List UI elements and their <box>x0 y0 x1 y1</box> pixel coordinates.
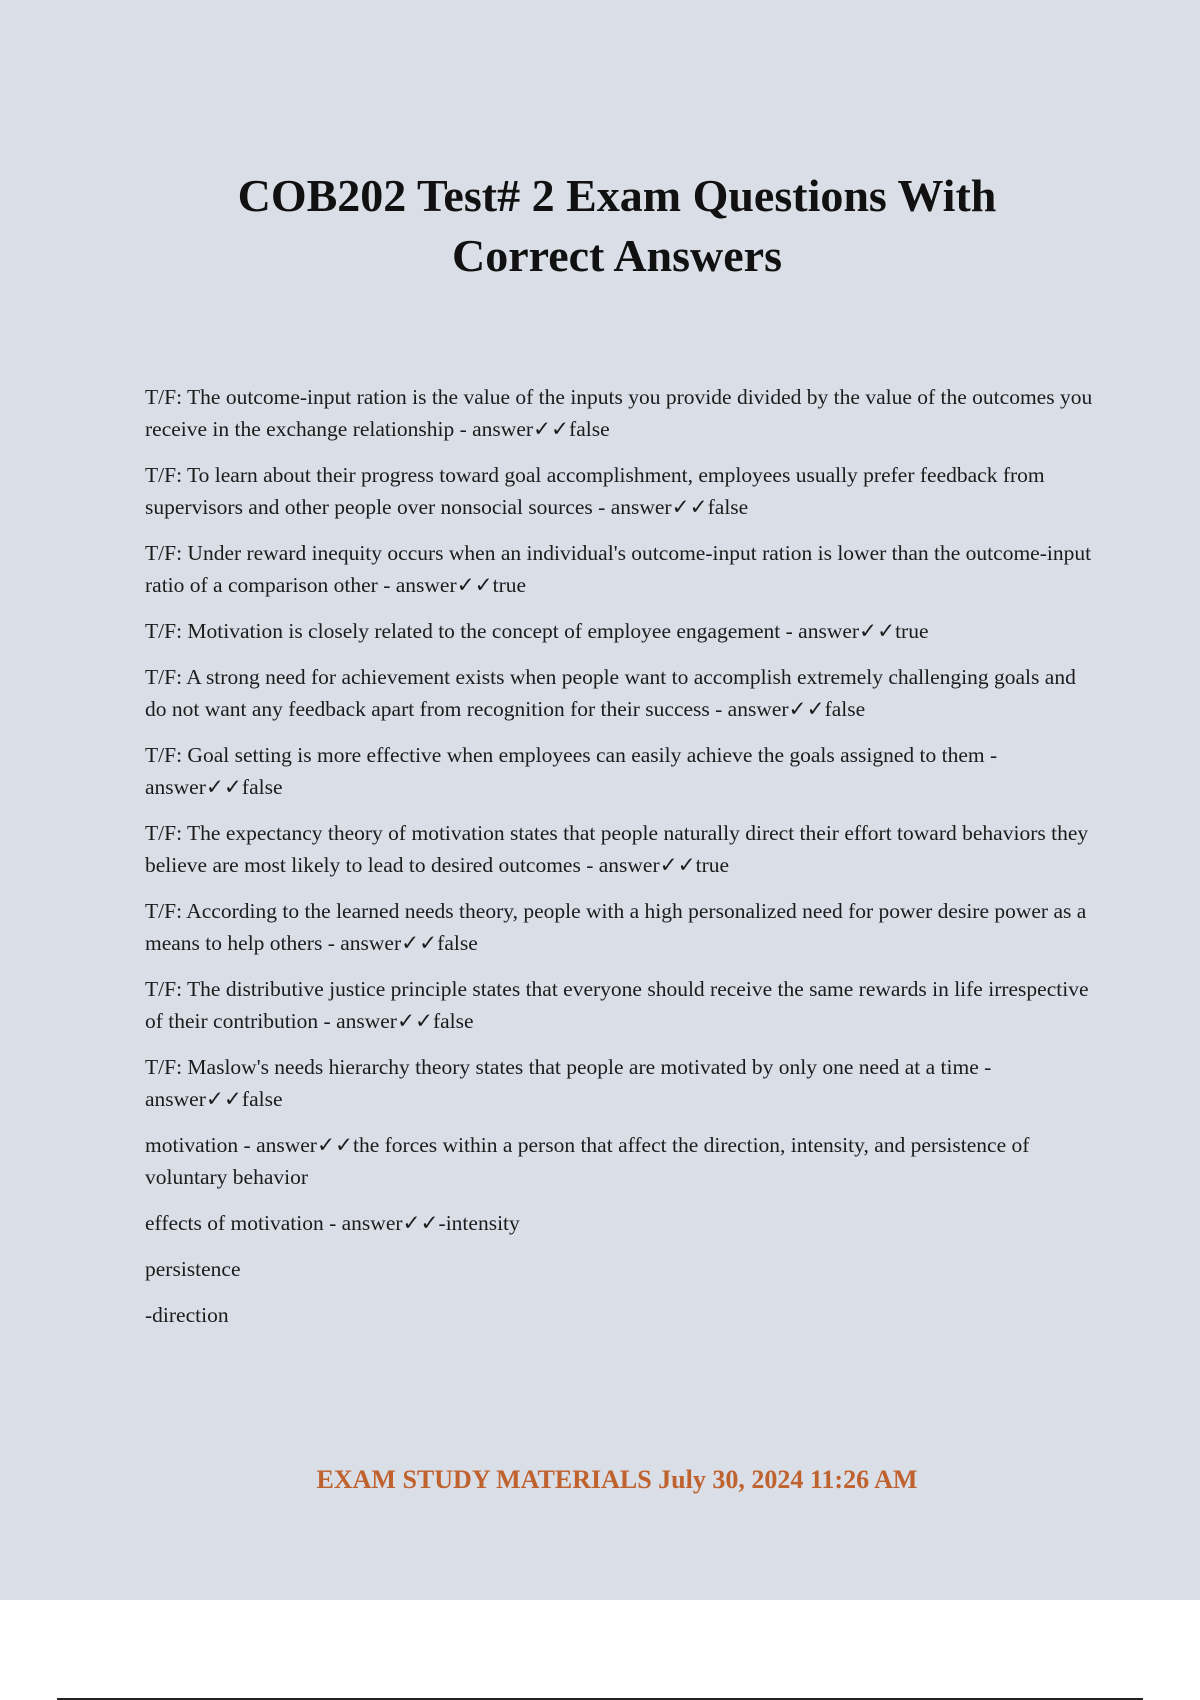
document-title <box>0 166 1200 286</box>
qa-item: T/F: According to the learned needs theory, people with a high personalized need for power desire power as a means to help others - answer✓✓false <box>145 899 1087 955</box>
study-materials-stamp: EXAM STUDY MATERIALS July 30, 2024 11:26 AM <box>316 1465 918 1494</box>
qa-item: T/F: Goal setting is more effective when employees can easily achieve the goals assigned to them - answer✓✓false <box>145 743 998 799</box>
qa-item: effects of motivation - answer✓✓-intensity <box>145 1211 520 1235</box>
qa-item: T/F: Maslow's needs hierarchy theory states that people are motivated by only one need at a time - answer✓✓false <box>145 1055 992 1111</box>
question-answer-list <box>145 381 1095 1345</box>
title-line-2: Correct Answers <box>452 230 782 281</box>
qa-item: -direction <box>145 1303 229 1327</box>
qa-item: T/F: The outcome-input ration is the value of the inputs you provide divided by the value of the outcomes you receive in the exchange relationship - answer✓✓false <box>145 385 1093 441</box>
qa-item: T/F: To learn about their progress toward goal accomplishment, employees usually prefer feedback from supervisors and other people over nonsocial sources - answer✓✓false <box>145 463 1045 519</box>
qa-item: T/F: Under reward inequity occurs when an individual's outcome-input ration is lower than the outcome-input ratio of a comparison other - answer✓✓true <box>145 541 1092 597</box>
qa-item: motivation - answer✓✓the forces within a person that affect the direction, intensity, and persistence of voluntary behavior <box>145 1133 1030 1189</box>
qa-item: persistence <box>145 1257 241 1281</box>
qa-item: T/F: Motivation is closely related to the concept of employee engagement - answer✓✓true <box>145 619 929 643</box>
qa-item: T/F: A strong need for achievement exists when people want to accomplish extremely challenging goals and do not want any feedback apart from recognition for their success - answer✓✓false <box>145 665 1076 721</box>
qa-item: T/F: The distributive justice principle states that everyone should receive the same rewards in life irrespective of their contribution - answer✓✓false <box>145 977 1089 1033</box>
title-line-1: COB202 Test# 2 Exam Questions With <box>237 170 997 221</box>
qa-item: T/F: The expectancy theory of motivation states that people naturally direct their effort toward behaviors they believe are most likely to lead to desired outcomes - answer✓✓true <box>145 821 1089 877</box>
